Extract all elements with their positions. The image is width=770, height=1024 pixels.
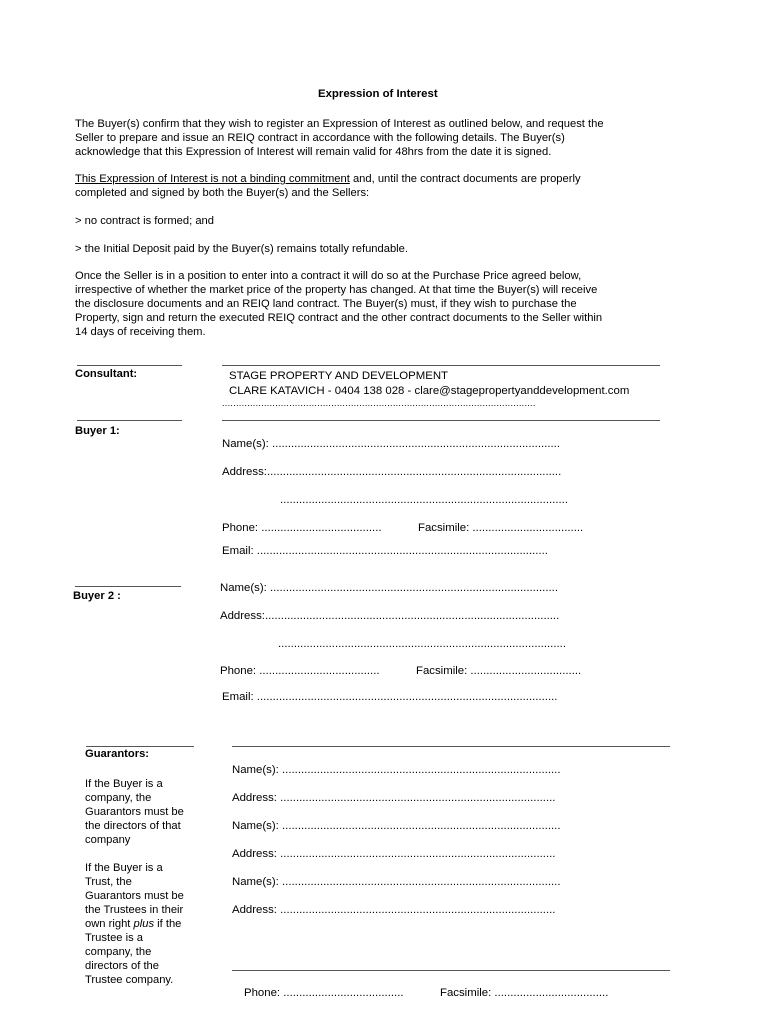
buyer1-fax-field[interactable]: Facsimile: ................................... (418, 522, 584, 534)
note-plus: plus (133, 918, 155, 930)
guarantor2-address-field[interactable]: Address: ....................................................................................... (232, 848, 556, 860)
seller-line: irrespective of whether the market price of the property has changed. At that time the Buyer(s) will receive (75, 284, 598, 296)
seller-line: Property, sign and return the executed REIQ contract and the other contract documents to the Seller within (75, 312, 603, 324)
binding-paragraph (75, 172, 695, 200)
consultant-dots: ................................................................................................................ (222, 398, 536, 408)
consultant-label: Consultant: (75, 368, 138, 380)
buyer1-name-field[interactable]: Name(s): ........................................................................................... (222, 438, 560, 450)
buyer1-address-field[interactable]: Address:............................................................................................. (222, 466, 562, 478)
note-line: If the Buyer is a (85, 778, 163, 790)
not-binding-statement: This Expression of Interest is not a binding commitment (75, 173, 350, 185)
consultant-label-rule (77, 365, 182, 366)
guarantors-company-note (85, 777, 215, 847)
bullet-deposit-refundable: > the Initial Deposit paid by the Buyer(s) remains totally refundable. (75, 243, 409, 255)
binding-text: and, until the contract documents are properly (349, 173, 581, 185)
note-line: the directors of that (85, 820, 181, 832)
guarantors-rule (232, 746, 670, 747)
buyer1-address-line2[interactable]: ........................................................................................... (280, 494, 568, 506)
note-if-the: if the (154, 918, 182, 930)
seller-line: the disclosure documents and an REIQ land contract. The Buyer(s) must, if they wish to purchase the (75, 298, 577, 310)
buyer2-fax-field[interactable]: Facsimile: ................................... (416, 665, 582, 677)
note-line: Trust, the (85, 876, 132, 888)
note-line: the Trustees in their (85, 904, 184, 916)
buyer2-label: Buyer 2 : (73, 590, 121, 602)
buyer2-address-field[interactable]: Address:............................................................................................. (220, 610, 560, 622)
guarantor3-address-field[interactable]: Address: ....................................................................................... (232, 904, 556, 916)
guarantor3-name-field[interactable]: Name(s): ........................................................................................ (232, 876, 561, 888)
guarantors-label-rule (86, 746, 194, 747)
intro-paragraph (75, 117, 695, 159)
seller-line: 14 days of receiving them. (75, 326, 206, 338)
note-line: company, the (85, 792, 152, 804)
note-line: Trustee is a (85, 932, 144, 944)
guarantors-label: Guarantors: (85, 748, 150, 760)
consultant-rule (222, 365, 660, 366)
guarantor1-address-field[interactable]: Address: ....................................................................................... (232, 792, 556, 804)
note-line: Guarantors must be (85, 806, 184, 818)
intro-line: acknowledge that this Expression of Interest will remain valid for 48hrs from the date it is signed. (75, 146, 552, 158)
binding-text-line2: completed and signed by both the Buyer(s) and the Sellers: (75, 187, 370, 199)
bullet-no-contract: > no contract is formed; and (75, 215, 214, 227)
page-title: Expression of Interest (318, 88, 438, 100)
intro-line: The Buyer(s) confirm that they wish to register an Expression of Interest as outlined below, and request the (75, 118, 604, 130)
buyer1-phone-field[interactable]: Phone: ...................................... (222, 522, 382, 534)
buyer2-address-line2[interactable]: ........................................................................................... (278, 638, 566, 650)
note-line: If the Buyer is a (85, 862, 163, 874)
consultant-contact: CLARE KATAVICH - 0404 138 028 - clare@stagepropertyanddevelopment.com (229, 385, 630, 397)
guarantors-fax-field[interactable]: Facsimile: .................................... (440, 987, 609, 999)
guarantor1-name-field[interactable]: Name(s): ........................................................................................ (232, 764, 561, 776)
note-line: Guarantors must be (85, 890, 184, 902)
guarantor2-name-field[interactable]: Name(s): ........................................................................................ (232, 820, 561, 832)
note-line: directors of the (85, 960, 159, 972)
note-line: company (85, 834, 131, 846)
buyer2-label-rule (75, 586, 181, 587)
note-line: Trustee company. (85, 974, 174, 986)
seller-line: Once the Seller is in a position to enter into a contract it will do so at the Purchase Price agreed below, (75, 270, 582, 282)
buyer1-rule (222, 420, 660, 421)
intro-line: Seller to prepare and issue an REIQ contract in accordance with the following details. The Buyer(s) (75, 132, 565, 144)
note-own-right: own right (85, 918, 134, 930)
guarantors-bottom-rule (232, 970, 670, 971)
buyer1-label-rule (77, 420, 182, 421)
seller-paragraph (75, 269, 695, 339)
buyer1-email-field[interactable]: Email: ............................................................................................ (222, 545, 548, 557)
consultant-company: STAGE PROPERTY AND DEVELOPMENT (229, 370, 449, 382)
buyer2-name-field[interactable]: Name(s): ........................................................................................... (220, 582, 558, 594)
buyer2-phone-field[interactable]: Phone: ...................................... (220, 665, 380, 677)
guarantors-trust-note (85, 861, 215, 987)
buyer2-email-field[interactable]: Email: ............................................................................................... (222, 691, 558, 703)
note-line: company, the (85, 946, 152, 958)
buyer1-label: Buyer 1: (75, 425, 120, 437)
guarantors-phone-field[interactable]: Phone: ...................................... (244, 987, 404, 999)
